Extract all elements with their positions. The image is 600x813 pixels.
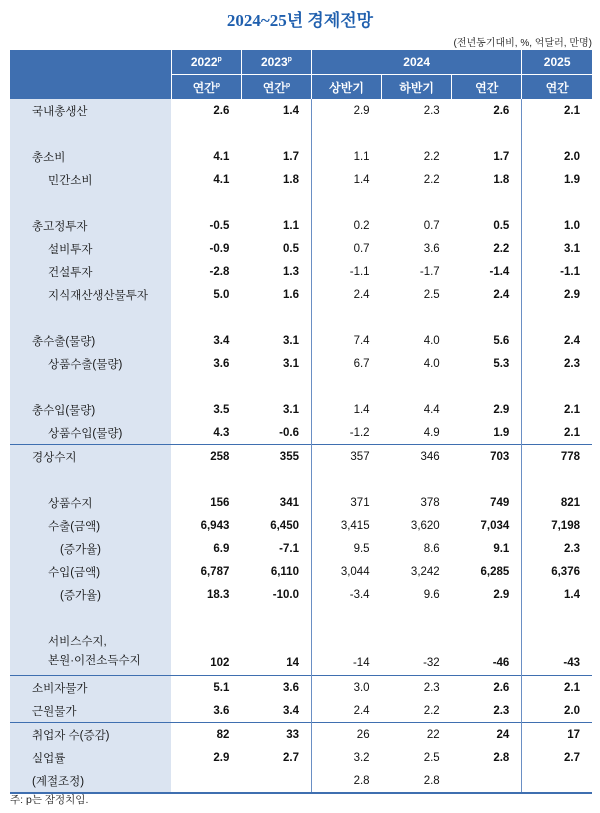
cell: 2.1 bbox=[522, 398, 592, 421]
cell: 2.0 bbox=[522, 145, 592, 168]
table-row bbox=[10, 329, 592, 352]
cell: 5.6 bbox=[493, 334, 510, 347]
row-label: (증가율) bbox=[10, 583, 171, 606]
cell bbox=[171, 769, 241, 793]
page-title: 2024~25년 경제전망 bbox=[226, 11, 374, 30]
cell: 3.1 bbox=[282, 403, 299, 416]
row-label: 총고정투자 bbox=[10, 214, 171, 237]
cell: 357 bbox=[311, 445, 381, 469]
cell: 2.8 bbox=[311, 769, 381, 793]
header-row-years bbox=[10, 50, 592, 75]
cell: 341 bbox=[279, 496, 299, 509]
cell: 5.0 bbox=[213, 288, 230, 301]
cell: 1.4 bbox=[522, 583, 592, 606]
row-label: 총수입(물량) bbox=[10, 398, 171, 421]
cell: 2.4 bbox=[311, 283, 381, 306]
cell: 1.1 bbox=[282, 219, 299, 232]
cell: -10.0 bbox=[272, 588, 299, 601]
table-row bbox=[10, 629, 592, 676]
cell: 1.8 bbox=[493, 173, 510, 186]
cell: -7.1 bbox=[279, 542, 299, 555]
cell: 1.4 bbox=[311, 398, 381, 421]
cell: 9.1 bbox=[493, 542, 510, 555]
row-label: 지식재산생산물투자 bbox=[10, 283, 171, 306]
row-label-line1: 서비스수지, bbox=[48, 636, 107, 648]
table-row bbox=[10, 514, 592, 537]
cell: 4.3 bbox=[213, 426, 230, 439]
table-row bbox=[10, 445, 592, 469]
cell: 2.9 bbox=[311, 99, 381, 122]
cell: 0.5 bbox=[282, 242, 299, 255]
cell: 2.2 bbox=[423, 173, 440, 186]
cell: 371 bbox=[311, 491, 381, 514]
cell: 3.5 bbox=[213, 403, 230, 416]
cell: 4.0 bbox=[423, 357, 440, 370]
row-label: 실업률 bbox=[10, 746, 171, 769]
cell: -1.1 bbox=[311, 260, 381, 283]
cell: 0.7 bbox=[311, 237, 381, 260]
cell: 778 bbox=[522, 445, 592, 469]
table-row bbox=[10, 145, 592, 168]
table-row bbox=[10, 491, 592, 514]
cell: 4.9 bbox=[423, 426, 440, 439]
table-row bbox=[10, 352, 592, 375]
header-2024-h2: 하반기 bbox=[382, 75, 452, 100]
cell: 33 bbox=[241, 723, 311, 747]
cell: 0.5 bbox=[493, 219, 510, 232]
cell: -3.4 bbox=[311, 583, 381, 606]
cell: -1.4 bbox=[489, 265, 510, 278]
table-row bbox=[10, 723, 592, 747]
row-label: (증가율) bbox=[10, 537, 171, 560]
table-row bbox=[10, 168, 592, 191]
header-2025: 2025 bbox=[522, 50, 592, 75]
header-2023-annual: 연간$^p$ bbox=[241, 75, 311, 100]
cell bbox=[241, 769, 311, 793]
cell: 1.7 bbox=[282, 150, 299, 163]
cell: 14 bbox=[286, 657, 299, 669]
cell: -2.8 bbox=[209, 265, 230, 278]
table-row bbox=[10, 769, 592, 793]
cell: 2.3 bbox=[493, 704, 510, 717]
cell: 2.5 bbox=[423, 288, 440, 301]
cell: 3.2 bbox=[311, 746, 381, 769]
spacer-row bbox=[10, 606, 592, 629]
cell: 82 bbox=[171, 723, 241, 747]
cell: 2.3 bbox=[522, 352, 592, 375]
cell: 6.9 bbox=[213, 542, 230, 555]
table-row bbox=[10, 421, 592, 445]
cell: 1.8 bbox=[282, 173, 299, 186]
cell: 3.4 bbox=[213, 334, 230, 347]
cell: 3.6 bbox=[213, 357, 230, 370]
cell: 6,787 bbox=[200, 565, 230, 578]
spacer-row bbox=[10, 191, 592, 214]
cell bbox=[522, 769, 592, 793]
cell: 355 bbox=[241, 445, 311, 469]
header-2024-h1: 상반기 bbox=[311, 75, 381, 100]
cell: 2.9 bbox=[213, 751, 230, 764]
cell: 346 bbox=[382, 445, 452, 469]
cell: -0.5 bbox=[209, 219, 230, 232]
cell: 2.7 bbox=[282, 751, 299, 764]
row-label: 총소비 bbox=[10, 145, 171, 168]
cell: 3.6 bbox=[423, 242, 440, 255]
cell: 2.1 bbox=[522, 421, 592, 445]
cell: -1.1 bbox=[522, 260, 592, 283]
cell: 4.4 bbox=[423, 403, 440, 416]
cell: 2.3 bbox=[522, 537, 592, 560]
cell: 9.5 bbox=[311, 537, 381, 560]
cell: 821 bbox=[522, 491, 592, 514]
row-label: 경상수지 bbox=[10, 445, 171, 469]
row-label: 수출(금액) bbox=[10, 514, 171, 537]
cell: 156 bbox=[210, 496, 230, 509]
cell: 7,034 bbox=[480, 519, 510, 532]
header-2025-annual: 연간 bbox=[522, 75, 592, 100]
cell: 5.1 bbox=[171, 676, 241, 700]
cell: 102 bbox=[210, 657, 230, 669]
cell: 1.9 bbox=[493, 426, 510, 439]
cell: 6,376 bbox=[522, 560, 592, 583]
cell: 1.6 bbox=[282, 288, 299, 301]
cell: 6,943 bbox=[200, 519, 230, 532]
cell: 6,285 bbox=[480, 565, 510, 578]
cell: 3,620 bbox=[410, 519, 440, 532]
cell: 2.1 bbox=[522, 676, 592, 700]
cell: 2.4 bbox=[522, 329, 592, 352]
table-row bbox=[10, 746, 592, 769]
cell: 2.6 bbox=[452, 676, 522, 700]
cell: 2.4 bbox=[493, 288, 510, 301]
cell: 0.7 bbox=[423, 219, 440, 232]
cell: 2.2 bbox=[493, 242, 510, 255]
cell: 18.3 bbox=[206, 588, 230, 601]
table-row bbox=[10, 99, 592, 122]
cell: 2.7 bbox=[522, 746, 592, 769]
cell: 6,110 bbox=[270, 565, 299, 578]
cell: 3.6 bbox=[213, 704, 230, 717]
cell: 5.3 bbox=[493, 357, 510, 370]
cell: -46 bbox=[492, 657, 510, 669]
row-label: 총수출(물량) bbox=[10, 329, 171, 352]
cell bbox=[452, 769, 522, 793]
cell: 2.2 bbox=[423, 150, 440, 163]
table-row bbox=[10, 537, 592, 560]
header-2022-annual: 연간$^p$ bbox=[171, 75, 241, 100]
table-row bbox=[10, 260, 592, 283]
cell: 2.6 bbox=[493, 104, 510, 117]
cell: 4.1 bbox=[213, 150, 230, 163]
header-2024: 2024 bbox=[311, 50, 521, 75]
header-2022: 2022$^p$ bbox=[171, 50, 241, 75]
cell: 22 bbox=[382, 723, 452, 747]
footnote: 주: p는 잠정치임. bbox=[10, 794, 89, 806]
cell: 8.6 bbox=[423, 542, 440, 555]
forecast-table bbox=[10, 50, 592, 794]
cell: 703 bbox=[452, 445, 522, 469]
cell: 7.4 bbox=[311, 329, 381, 352]
cell: 1.9 bbox=[522, 168, 592, 191]
row-label: 국내총생산 bbox=[10, 99, 171, 122]
cell: 2.9 bbox=[522, 283, 592, 306]
row-label: 민간소비 bbox=[10, 168, 171, 191]
cell: 749 bbox=[490, 496, 510, 509]
spacer-row bbox=[10, 468, 592, 491]
header-blank bbox=[10, 50, 171, 99]
header-2024-annual: 연간 bbox=[452, 75, 522, 100]
cell: -32 bbox=[423, 657, 440, 669]
header-2023: 2023$^p$ bbox=[241, 50, 311, 75]
unit-note: (전년동기대비, %, 억달러, 만명) bbox=[453, 38, 592, 49]
cell: 3,044 bbox=[311, 560, 381, 583]
cell: 6,450 bbox=[270, 519, 299, 532]
cell: -0.6 bbox=[279, 426, 299, 439]
cell: 2.4 bbox=[311, 699, 381, 723]
spacer-row bbox=[10, 306, 592, 329]
cell: 3.6 bbox=[241, 676, 311, 700]
cell: 1.3 bbox=[282, 265, 299, 278]
table-row bbox=[10, 676, 592, 700]
cell: -1.7 bbox=[419, 265, 440, 278]
cell: 258 bbox=[171, 445, 241, 469]
cell: 3.0 bbox=[311, 676, 381, 700]
table-row bbox=[10, 583, 592, 606]
cell: 4.0 bbox=[423, 334, 440, 347]
row-label: 상품수출(물량) bbox=[10, 352, 171, 375]
row-label-line2: 본원·이전소득수지 bbox=[48, 655, 141, 667]
cell: 2.8 bbox=[382, 769, 452, 793]
cell: 3.1 bbox=[282, 357, 299, 370]
table-row bbox=[10, 214, 592, 237]
row-label bbox=[10, 629, 171, 676]
cell: 0.2 bbox=[311, 214, 381, 237]
row-label: 건설투자 bbox=[10, 260, 171, 283]
table-row bbox=[10, 237, 592, 260]
cell: -14 bbox=[311, 629, 381, 676]
cell: -43 bbox=[522, 629, 592, 676]
cell: 1.0 bbox=[522, 214, 592, 237]
row-label: 상품수입(물량) bbox=[10, 421, 171, 445]
cell: 2.2 bbox=[423, 704, 440, 717]
cell: 2.3 bbox=[382, 676, 452, 700]
cell: 3.1 bbox=[522, 237, 592, 260]
row-label: 상품수지 bbox=[10, 491, 171, 514]
cell: 1.1 bbox=[311, 145, 381, 168]
cell: 26 bbox=[311, 723, 381, 747]
cell: 2.1 bbox=[522, 99, 592, 122]
table-row bbox=[10, 560, 592, 583]
table-row bbox=[10, 398, 592, 421]
cell: 3.1 bbox=[282, 334, 299, 347]
cell: 4.1 bbox=[213, 173, 230, 186]
row-label: 설비투자 bbox=[10, 237, 171, 260]
table-row bbox=[10, 283, 592, 306]
row-label: 근원물가 bbox=[10, 699, 171, 723]
cell: 1.7 bbox=[493, 150, 510, 163]
cell: 2.6 bbox=[213, 104, 230, 117]
table-row bbox=[10, 699, 592, 723]
cell: 3.4 bbox=[282, 704, 299, 717]
row-label: 취업자 수(증감) bbox=[10, 723, 171, 747]
cell: 3,415 bbox=[311, 514, 381, 537]
cell: 2.3 bbox=[423, 104, 440, 117]
cell: 2.0 bbox=[522, 699, 592, 723]
cell: 378 bbox=[420, 496, 440, 509]
cell: 3,242 bbox=[410, 565, 440, 578]
cell: 2.9 bbox=[493, 588, 510, 601]
cell: 17 bbox=[522, 723, 592, 747]
cell: -0.9 bbox=[209, 242, 230, 255]
spacer-row bbox=[10, 122, 592, 145]
cell: 2.8 bbox=[493, 751, 510, 764]
cell: 9.6 bbox=[423, 588, 440, 601]
spacer-row bbox=[10, 375, 592, 398]
row-label: 소비자물가 bbox=[10, 676, 171, 700]
cell: 1.4 bbox=[282, 104, 299, 117]
cell: 2.5 bbox=[423, 751, 440, 764]
row-label: (계절조정) bbox=[10, 769, 171, 793]
cell: 2.9 bbox=[493, 403, 510, 416]
cell: 6.7 bbox=[311, 352, 381, 375]
cell: -1.2 bbox=[311, 421, 381, 445]
cell: 1.4 bbox=[311, 168, 381, 191]
cell: 24 bbox=[452, 723, 522, 747]
row-label: 수입(금액) bbox=[10, 560, 171, 583]
cell: 7,198 bbox=[522, 514, 592, 537]
